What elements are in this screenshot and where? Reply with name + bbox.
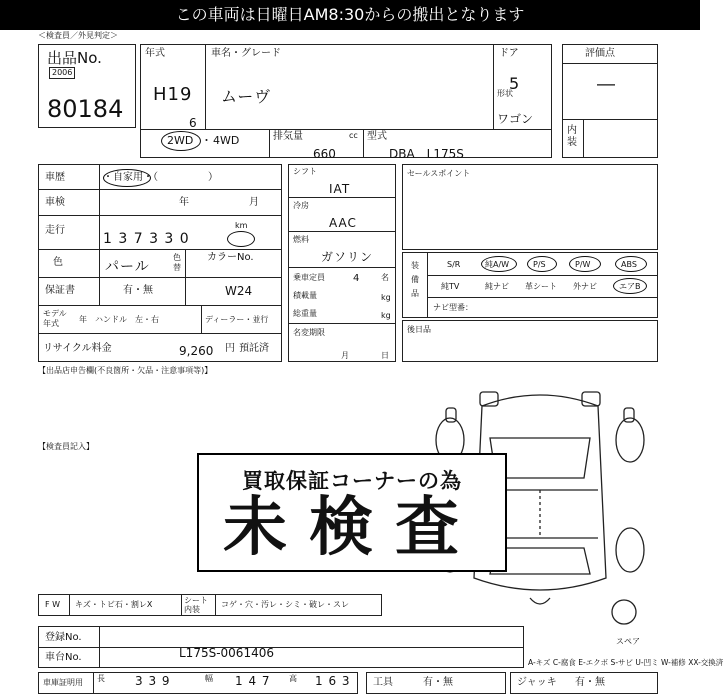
model-year-dealer: ディーラー・並行 — [205, 315, 269, 324]
model-year-year: 年 — [79, 315, 87, 324]
legend-seat: シート内装 — [184, 596, 208, 614]
mileage-circle — [227, 231, 255, 247]
registration-label: 登録No. — [45, 632, 82, 643]
eq-r2-1: 純ナビ — [485, 282, 509, 291]
fuel-value: ガソリン — [321, 250, 374, 264]
year-label: 年式 — [145, 48, 165, 59]
equipment-box — [402, 252, 658, 318]
eq-circle-airbag — [613, 278, 647, 294]
eq-circle-ps — [527, 256, 557, 272]
fuel-label: 燃料 — [293, 235, 309, 244]
spec-box — [288, 164, 396, 362]
details-box — [38, 164, 282, 362]
displacement-unit: cc — [349, 131, 358, 140]
legend-box — [38, 594, 382, 616]
jack-box — [510, 672, 658, 694]
ac-value: AAC — [329, 216, 357, 230]
tools-box — [366, 672, 506, 694]
eq-r2-4: エアB — [619, 282, 641, 291]
eq-navi: ナビ型番： — [433, 303, 473, 312]
drive-dot: ・ — [201, 134, 212, 147]
capacity-unit: 名 — [381, 273, 389, 282]
doors-label: ドア — [499, 48, 519, 59]
inspection-year: 年 — [179, 197, 189, 208]
eq-r1-0: S/R — [447, 260, 461, 269]
drive-opt1: 2WD — [167, 134, 194, 147]
spare-label: スペア — [616, 637, 640, 646]
equipment-label: 装備品 — [411, 261, 419, 298]
tools-label: 工具 — [373, 677, 393, 688]
mileage-value: 1 3 7 3 3 0 — [103, 231, 190, 247]
inspection-month: 月 — [249, 197, 259, 208]
jack-value: 有・無 — [575, 677, 605, 688]
drive-opt2: 4WD — [213, 134, 240, 147]
vehicle-box — [140, 44, 552, 161]
color-code-label: カラーNo. — [207, 252, 254, 263]
load-label: 積載量 — [293, 291, 317, 300]
eq-r1-1: 純A/W — [485, 260, 510, 269]
color-value: パール — [105, 259, 150, 275]
displacement-value: 660 — [313, 147, 336, 161]
displacement-label: 排気量 — [273, 131, 303, 142]
drive-circle — [161, 131, 201, 151]
header-small: ＜検査員／外見判定＞ — [38, 31, 118, 40]
recycle-value: 9,260 — [179, 344, 214, 358]
after-label: 後日品 — [407, 325, 431, 334]
sales-point-box — [402, 164, 658, 250]
shift-label: シフト — [293, 167, 317, 176]
legend-seat-text: コゲ・穴・汚レ・シミ・破レ・スレ — [221, 600, 349, 609]
damage-codes: A-キズ C-腐食 E-エクボ S-サビ U-凹ミ W-補修 XX-交換済 — [528, 658, 723, 667]
eq-circle-pw — [569, 256, 601, 272]
eq-r2-0: 純TV — [441, 282, 460, 291]
weight-label: 総重量 — [293, 309, 317, 318]
inspection-label: 車検 — [45, 197, 65, 208]
name-change-day: 日 — [381, 351, 389, 360]
shift-value: IAT — [329, 182, 351, 196]
history-value: ・自家用・（ ） — [103, 172, 218, 183]
chassis-value: L175S-0061406 — [179, 646, 274, 660]
cert-box — [38, 672, 358, 694]
interior-label: 内装 — [567, 125, 577, 148]
recycle-status: 預託済 — [239, 343, 269, 354]
color-label: 色 — [53, 257, 63, 268]
weight-unit: kg — [381, 311, 391, 320]
cert-wid-val: 1 4 7 — [235, 674, 271, 688]
inspector-note: 【検査員記入】 — [38, 442, 94, 451]
name-change-label: 名変期限 — [293, 328, 325, 337]
stamp-line1: 買取保証コーナーの為 — [242, 469, 462, 493]
lot-box — [38, 44, 136, 128]
year-month: 6 — [189, 116, 198, 130]
notice-banner: この車両は日曜日AM8:30からの搬出となります — [0, 0, 700, 30]
legend-fw-text: キズ・トビ石・割レX — [75, 600, 153, 609]
year-value: H19 — [153, 84, 193, 105]
eq-r2-3: 外ナビ — [573, 282, 597, 291]
score-box — [562, 44, 658, 158]
model-label: 型式 — [367, 131, 387, 142]
name-change-month: 月 — [341, 351, 349, 360]
eq-circle-abs — [615, 256, 647, 272]
score-label: 評価点 — [585, 48, 615, 59]
color-note: 色替 — [173, 253, 181, 272]
car-name: ムーヴ — [221, 87, 272, 106]
cert-hei: 高 — [289, 674, 297, 683]
cert-label: 車庫証明用 — [43, 678, 83, 687]
car-label: 車名・グレード — [211, 48, 281, 59]
model-value: DBA L175S — [389, 147, 464, 161]
warranty-value: 有・無 — [123, 285, 153, 296]
recycle-unit: 円 — [225, 343, 235, 354]
stamp-box — [197, 453, 507, 572]
cert-len: 長 — [97, 674, 105, 683]
cert-hei-val: 1 6 3 — [315, 674, 351, 688]
history-circle — [103, 169, 151, 187]
history-label: 車歴 — [45, 172, 65, 183]
shape-value: ワゴン — [497, 112, 534, 126]
ac-label: 冷房 — [293, 201, 309, 210]
jack-label: ジャッキ — [517, 677, 557, 688]
color-code: W24 — [225, 284, 253, 298]
lot-label: 出品No. — [47, 49, 102, 67]
eq-r1-4: ABS — [621, 260, 637, 269]
lot-number: 80184 — [47, 95, 124, 123]
model-year-handle: ハンドル 左・右 — [95, 315, 159, 324]
recycle-label: リサイクル料金 — [43, 343, 112, 354]
capacity-value: 4 — [353, 273, 360, 284]
registration-box — [38, 626, 524, 668]
sales-point-label: セールスポイント — [407, 169, 471, 178]
tools-value: 有・無 — [423, 677, 453, 688]
model-year-label: モデル年式 — [43, 309, 67, 328]
cert-len-val: 3 3 9 — [135, 674, 171, 688]
eq-r1-2: P/S — [533, 260, 546, 269]
score-value: ― — [597, 74, 616, 95]
after-box — [402, 320, 658, 362]
legend-fw: F W — [45, 600, 61, 609]
eq-r2-2: 革シート — [525, 282, 557, 291]
warranty-label: 保証書 — [45, 285, 75, 296]
mileage-label: 走行 — [45, 225, 65, 236]
chassis-label: 車台No. — [45, 652, 82, 663]
cert-wid: 幅 — [205, 674, 213, 683]
lot-sub: 2006 — [49, 67, 75, 79]
capacity-label: 乗車定員 — [293, 273, 325, 282]
seller-note: 【出品店申告欄(不良箇所・欠品・注意事項等)】 — [38, 366, 213, 375]
stamp-line2: 未検査 — [223, 491, 481, 565]
doors-value: 5 — [509, 74, 521, 93]
eq-circle-aw — [481, 256, 517, 272]
mileage-unit: km — [235, 221, 248, 230]
eq-r1-3: P/W — [575, 260, 591, 269]
shape-label: 形状 — [497, 89, 513, 98]
load-unit: kg — [381, 293, 391, 302]
